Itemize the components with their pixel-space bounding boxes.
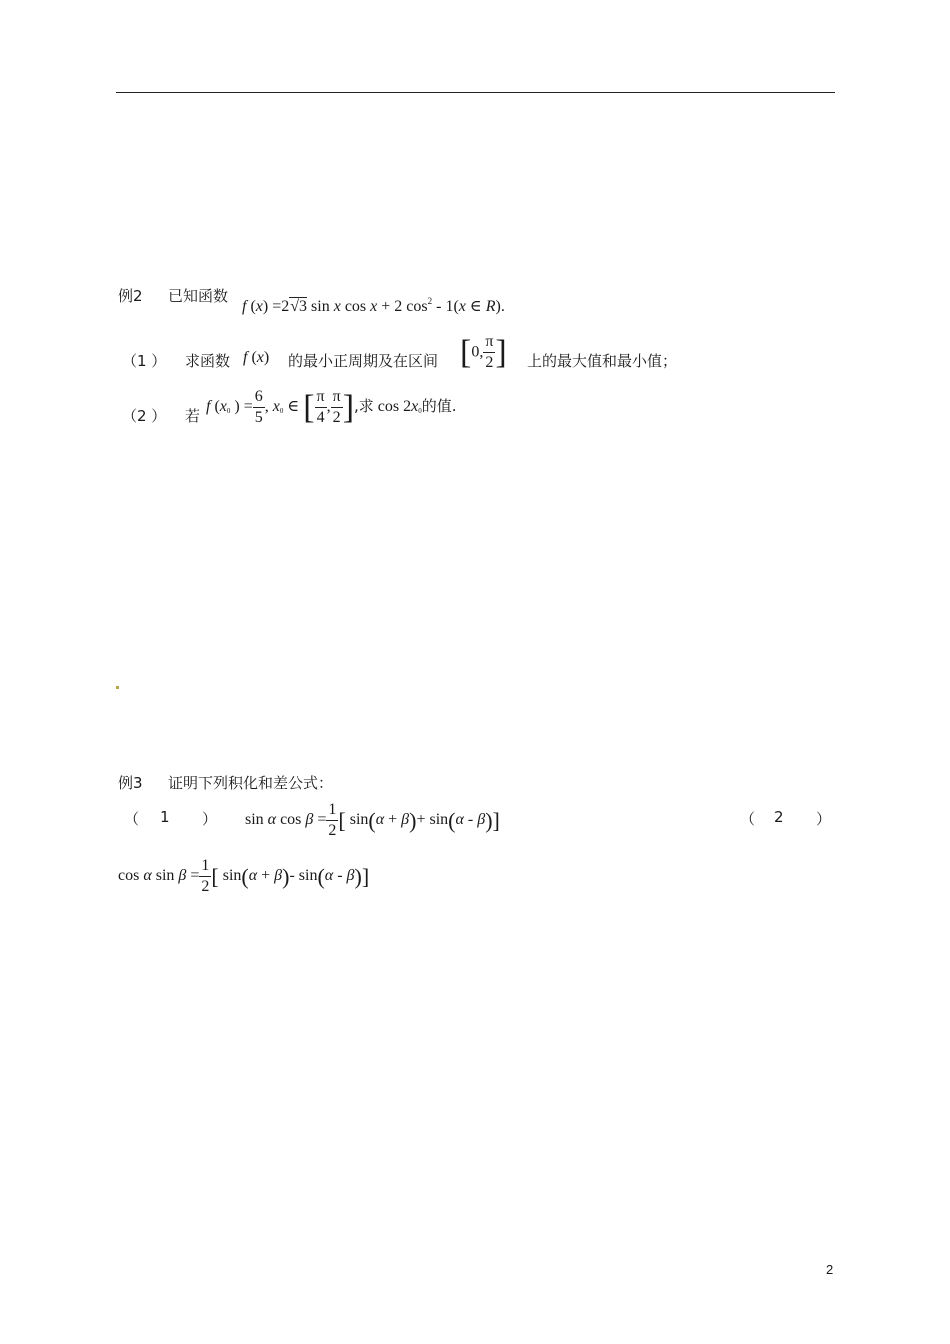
example2-part2-text-mid: ,求	[354, 397, 374, 416]
example2-part1-text-after: 上的最大值和最小值；	[527, 352, 678, 370]
example2-part2-number: （2 ）	[122, 407, 167, 425]
example2-part1-interval: [0, $\frac{\pi}{2}$ ]	[460, 333, 507, 371]
value-numerator: 6	[253, 389, 265, 408]
example3-part2-open-paren: （	[740, 810, 756, 828]
value-denominator: 5	[254, 409, 263, 426]
example3-formula2: cos α sin β = $\frac{1}{2}$ [ sin(α + β)- sin(α - β)]	[118, 857, 370, 895]
interval-a-numerator: π	[315, 389, 327, 408]
example2-part2-text-before: 若	[185, 407, 201, 425]
example3-part1-close-paren: ）	[202, 810, 218, 828]
example2-part1-fx: f (x)	[243, 349, 270, 366]
interval-start: 0,	[471, 343, 484, 361]
example3-formula1: sin α cos β = $\frac{1}{2}$ [ sin(α + β)+ sin(α - β)]	[245, 801, 500, 839]
example3-part1-open-paren: （	[124, 810, 140, 828]
example3-part2-number: 2	[774, 808, 784, 826]
example2-label: 例2	[118, 287, 143, 305]
example2-part1-text-mid: 的最小正周期及在区间	[288, 352, 439, 370]
example3-part2-close-paren: ）	[816, 810, 832, 828]
header-rule	[116, 92, 835, 93]
stray-dot	[116, 686, 119, 689]
example3-intro: 证明下列积化和差公式：	[168, 774, 334, 792]
example2-part2-text-after: 的值.	[421, 397, 457, 416]
interval-b-denominator: 2	[332, 409, 341, 426]
interval-denominator: 2	[485, 354, 494, 371]
page-number: 2	[826, 1262, 834, 1277]
interval-numerator: π	[483, 334, 495, 353]
interval-b-numerator: π	[331, 389, 343, 408]
example2-part2-condition: f ($x_0$ ) = $\frac{6}{5}$ , $x_0$ ∈ [ $\frac{\pi}{4}$ , $\frac{\pi}{2}$ ],求 $\cos 2x_0$的值.	[206, 388, 457, 426]
example2-part1-text-before: 求函数	[185, 352, 231, 370]
example2-part1-number: （1 ）	[122, 352, 167, 370]
example2-intro: 已知函数	[168, 287, 229, 305]
example3-part1-number: 1	[160, 808, 170, 826]
interval-a-denominator: 4	[316, 409, 325, 426]
example3-label: 例3	[118, 774, 143, 792]
example2-function-definition: f (x) =2√3 sin x cos x + 2 $\cos^2 - 1(x$ ∈ R).	[242, 296, 505, 315]
